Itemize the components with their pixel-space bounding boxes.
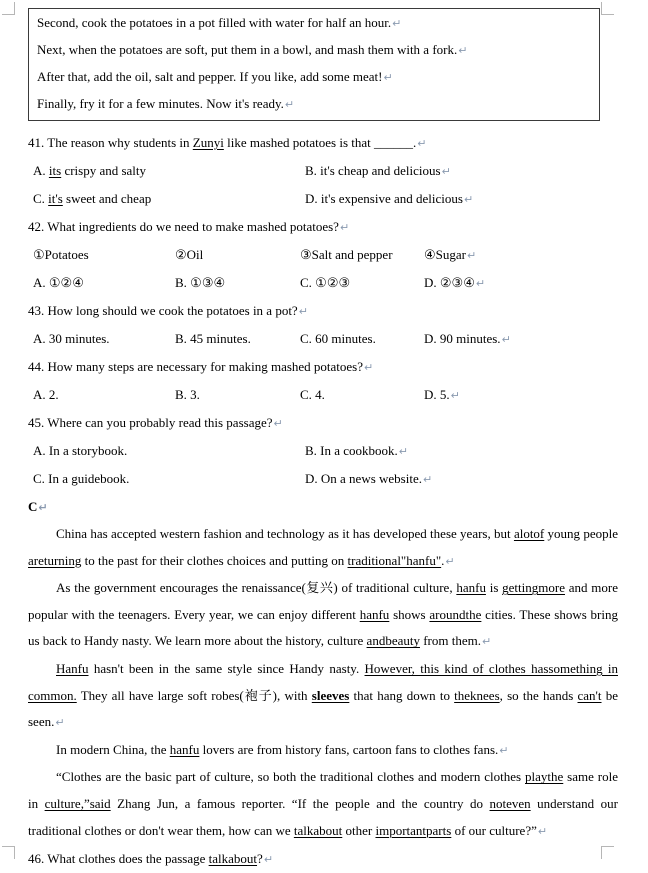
text-run: areturning (28, 552, 82, 568)
question-43 (28, 297, 618, 325)
text-run: sweet and cheap (62, 191, 152, 206)
paragraph-mark: ↵ (537, 824, 548, 838)
option-cell (300, 381, 424, 409)
text-run: importantparts (375, 822, 452, 838)
recipe-box (28, 8, 600, 121)
text-run: D. 90 minutes. (424, 331, 501, 346)
option-cell (305, 465, 618, 493)
text-run: hasn't been in the same style since Handy nasty. (88, 660, 365, 676)
recipe-line (37, 10, 591, 37)
text-run: gettingmore (502, 580, 565, 596)
text-run: 43. How long should we cook the potatoes in a pot? (28, 303, 298, 318)
passage-paragraph-5 (28, 764, 618, 845)
text-run: B. ①③④ (175, 275, 226, 290)
text-run: like mashed potatoes is that ______. (223, 135, 417, 150)
option-cell (33, 465, 305, 493)
option-cell (305, 185, 618, 213)
text-run: After that, add the oil, salt and pepper. If you like, add some meat! (37, 69, 383, 84)
text-run: Next, when the potatoes are soft, put them in a bowl, and mash them with a fork. (37, 42, 458, 57)
option-cell (175, 325, 300, 353)
text-run: hanfu (359, 606, 390, 622)
text-run: C. ①②③ (300, 275, 351, 290)
paragraph-mark: ↵ (466, 249, 477, 262)
recipe-line (37, 64, 591, 91)
recipe-line (37, 91, 591, 118)
text-run: 42. What ingredients do we need to make mashed potatoes? (28, 219, 339, 234)
text-run: talkabout (293, 822, 343, 838)
paragraph-mark: ↵ (273, 417, 283, 430)
text-run: hanfu (169, 741, 200, 757)
option-cell (424, 269, 618, 297)
question-42 (28, 213, 618, 241)
question-45 (28, 409, 618, 437)
text-run: A. ①②④ (33, 275, 84, 290)
text-run: , so the hands (499, 687, 578, 703)
paragraph-mark: ↵ (298, 305, 308, 318)
option-cell (424, 241, 618, 269)
option-cell (33, 269, 175, 297)
paragraph-mark: ↵ (463, 193, 474, 206)
paragraph-mark: ↵ (445, 554, 455, 568)
text-run: Zhang Jun, a famous reporter. “If the people and the country do (110, 795, 490, 811)
text-run: However, this kind of clothes hassomething in common. (28, 660, 618, 703)
option-cell (300, 325, 424, 353)
option-cell (424, 325, 618, 353)
question-41-options-ab (28, 157, 618, 185)
text-run: . (441, 552, 445, 568)
option-cell (33, 437, 305, 465)
text-run: that hang down to (349, 687, 455, 703)
paragraph-mark: ↵ (422, 473, 433, 486)
text-run: Hanfu (56, 660, 89, 676)
text-run: theknees (454, 687, 500, 703)
paragraph-mark: ↵ (392, 17, 402, 30)
option-cell (305, 157, 618, 185)
text-run: D. On a news website. (305, 471, 422, 486)
option-cell (305, 437, 618, 465)
text-run: D. it's expensive and delicious (305, 191, 463, 206)
text-run: Zunyi (192, 135, 224, 150)
text-run: 44. How many steps are necessary for making mashed potatoes? (28, 359, 364, 374)
crop-mark-bottom-left-icon (2, 846, 15, 859)
text-run: sleeves (311, 687, 350, 703)
text-run: ? (257, 851, 263, 867)
text-run: Finally, fry it for a few minutes. Now it's ready. (37, 96, 284, 111)
paragraph-mark: ↵ (499, 743, 509, 757)
option-cell (300, 241, 424, 269)
text-run: culture,”said (44, 795, 111, 811)
text-run: andbeauty (366, 633, 420, 649)
text-run: can't (577, 687, 602, 703)
text-run: cities. These shows bring us back to Handy nasty. We learn more about the history, culture (28, 606, 618, 649)
crop-mark-top-left-icon (2, 2, 15, 15)
text-run: is (485, 580, 503, 596)
text-run: shows (389, 606, 430, 622)
passage-paragraph-3 (28, 656, 618, 737)
text-run: B. In a cookbook. (305, 443, 398, 458)
text-run: talkabout (208, 851, 258, 867)
text-run: other (342, 822, 376, 838)
text-run: A. In a storybook. (33, 443, 128, 458)
text-run: C (28, 499, 38, 514)
text-run: Second, cook the potatoes in a pot filled with water for half an hour. (37, 15, 392, 30)
document-content (28, 8, 618, 873)
question-44 (28, 353, 618, 381)
paragraph-mark: ↵ (383, 71, 393, 84)
recipe-line (37, 37, 591, 64)
question-45-options-cd (28, 465, 618, 493)
text-run: its (48, 163, 62, 178)
option-cell (175, 381, 300, 409)
passage-paragraph-4 (28, 737, 618, 765)
text-run: ③Salt and pepper (300, 247, 393, 262)
text-run: A. 30 minutes. (33, 331, 110, 346)
option-cell (33, 157, 305, 185)
question-42-ingredients (28, 241, 618, 269)
text-run: C. 60 minutes. (300, 331, 376, 346)
text-run: ②Oil (175, 247, 204, 262)
text-run: B. it's cheap and delicious (305, 163, 441, 178)
text-run: lovers are from history fans, cartoon fans to clothes fans. (199, 741, 499, 757)
question-46 (28, 845, 618, 873)
paragraph-mark: ↵ (475, 277, 486, 290)
text-run: understand our traditional clothes or don't wear them, how can we (28, 795, 618, 838)
paragraph-mark: ↵ (339, 221, 350, 234)
paragraph-mark: ↵ (450, 389, 460, 402)
text-run: C. 4. (300, 387, 325, 402)
question-41-options-cd (28, 185, 618, 213)
text-run: B. 3. (175, 387, 200, 402)
text-run: and more popular with the teenagers. Every year, we can enjoy different (28, 580, 618, 622)
paragraph-mark: ↵ (263, 853, 274, 867)
text-run: “Clothes are the basic part of culture, so both the traditional clothes and modern clothes (56, 769, 525, 785)
paragraph-mark: ↵ (38, 501, 48, 514)
text-run: traditional"hanfu" (347, 552, 442, 568)
text-run: from them. (419, 633, 481, 649)
option-cell (424, 381, 618, 409)
text-run: be seen. (28, 687, 618, 730)
option-cell (33, 325, 175, 353)
exam-body (28, 129, 618, 873)
text-run: same role in (28, 769, 618, 811)
question-42-options (28, 269, 618, 297)
text-run: aroundthe (429, 606, 482, 622)
paragraph-mark: ↵ (398, 445, 409, 458)
option-cell (300, 269, 424, 297)
option-cell (33, 381, 175, 409)
text-run: alotof (513, 526, 545, 541)
text-run: playthe (525, 769, 564, 785)
text-run: A. (33, 163, 49, 178)
text-run: C. (33, 191, 49, 206)
text-run: noteven (489, 795, 531, 811)
paragraph-mark: ↵ (458, 44, 468, 57)
question-44-options (28, 381, 618, 409)
paragraph-mark: ↵ (364, 361, 374, 374)
text-run: ①Potatoes (33, 247, 89, 262)
text-run: In modern China, the (56, 741, 170, 757)
paragraph-mark: ↵ (417, 137, 427, 150)
text-run: A. 2. (33, 387, 59, 402)
text-run: 41. The reason why students in (28, 135, 193, 150)
text-run: ④Sugar (424, 247, 466, 262)
passage-paragraph-1 (28, 521, 618, 575)
option-cell (33, 241, 175, 269)
text-run: young people (544, 526, 618, 541)
text-run: China has accepted western fashion and technology as it has developed these years, but (56, 526, 514, 541)
text-run: D. ②③④ (424, 275, 475, 290)
paragraph-mark: ↵ (284, 98, 295, 111)
text-run: crispy and salty (61, 163, 147, 178)
text-run: B. 45 minutes. (175, 331, 251, 346)
option-cell (175, 241, 300, 269)
question-41 (28, 129, 618, 157)
paragraph-mark: ↵ (441, 165, 451, 178)
paragraph-mark: ↵ (55, 716, 65, 730)
option-cell (175, 269, 300, 297)
question-43-options (28, 325, 618, 353)
text-run: 46. What clothes does the passage (28, 851, 209, 867)
option-cell (33, 185, 305, 213)
passage-paragraph-2 (28, 575, 618, 656)
text-run: 45. Where can you probably read this passage? (28, 415, 273, 430)
text-run: They all have large soft robes(袍子), with (76, 687, 312, 703)
text-run: to the past for their clothes choices and putting on (81, 552, 348, 568)
text-run: C. In a guidebook. (33, 471, 130, 486)
paragraph-mark: ↵ (501, 333, 511, 346)
text-run: hanfu (456, 580, 486, 596)
section-label-c (28, 493, 618, 521)
text-run: it's (48, 191, 63, 206)
question-45-options-ab (28, 437, 618, 465)
text-run: D. 5. (424, 387, 450, 402)
text-run: of our culture?” (451, 822, 537, 838)
paragraph-mark: ↵ (481, 635, 492, 649)
text-run: As the government encourages the renaissance(复兴) of traditional culture, (56, 580, 457, 596)
